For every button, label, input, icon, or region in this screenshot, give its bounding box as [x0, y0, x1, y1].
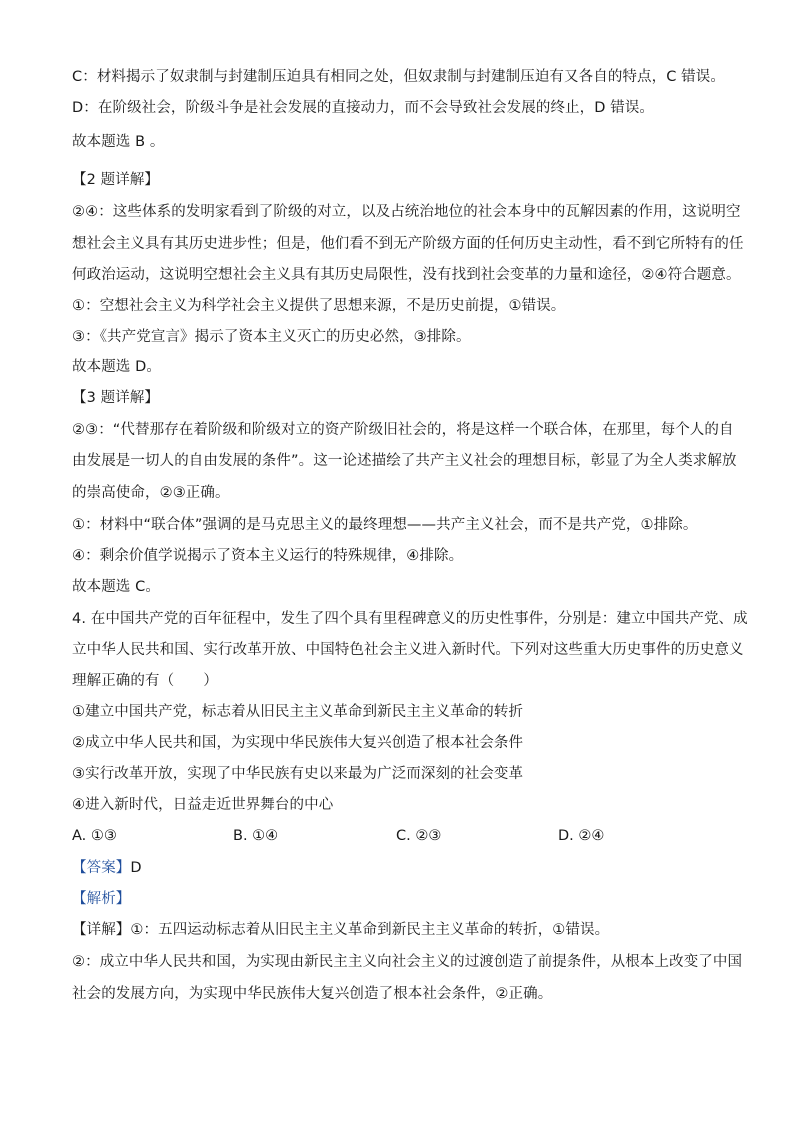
text-line-q2-3: 何政治运动，这说明空想社会主义具有其历史局限性，没有找到社会变革的力量和途径，②④符合题意。 [72, 267, 741, 283]
question-4-line-2: 立中华人民共和国、实行改革开放、中国特色社会主义进入新时代。下列对这些重大历史事件的历史意义 [72, 642, 744, 658]
text-line-q3-1: ②③：“代替那存在着阶级和阶级对立的资产阶级旧社会的，将是这样一个联合体，在那里，每个人的自 [72, 422, 734, 438]
text-line-q2-4: ①：空想社会主义为科学社会主义提供了思想来源，不是历史前提，①错误。 [72, 298, 566, 314]
detail-line-3: 社会的发展方向，为实现中华民族伟大复兴创造了根本社会条件，②正确。 [72, 986, 553, 1002]
statement-1: ①建立中国共产党，标志着从旧民主主义革命到新民主主义革命的转折 [72, 704, 524, 720]
option-c: C. ②③ [396, 828, 442, 844]
q3-detail-header: 【3 题详解】 [72, 390, 160, 406]
answer-tag: 【答案】 [72, 860, 131, 876]
option-a: A. ①③ [72, 828, 117, 844]
text-line-answer-b: 故本题选 B 。 [72, 134, 165, 150]
statement-3: ③实行改革开放，实现了中华民族有史以来最为广泛而深刻的社会变革 [72, 766, 524, 782]
analysis-tag: 【解析】 [72, 891, 131, 907]
q2-detail-header: 【2 题详解】 [72, 172, 160, 188]
text-line-d-explanation: D：在阶级社会，阶级斗争是社会发展的直接动力，而不会导致社会发展的终止，D 错误。 [72, 100, 655, 116]
text-line-answer-c: 故本题选 C。 [72, 579, 160, 595]
detail-tag: 【详解】 [72, 922, 131, 938]
question-4-line-1: 4. 在中国共产党的百年征程中，发生了四个具有里程碑意义的历史性事件，分别是：建立中国共产党、成 [72, 611, 748, 627]
text-line-q3-3: 的崇高使命，②③正确。 [72, 485, 230, 501]
answer-line [72, 858, 732, 878]
text-line-q3-5: ④：剩余价值学说揭示了资本主义运行的特殊规律，④排除。 [72, 548, 464, 564]
statement-2: ②成立中华人民共和国，为实现中华民族伟大复兴创造了根本社会条件 [72, 735, 524, 751]
option-b: B. ①④ [233, 828, 279, 844]
detail-text-1: ①：五四运动标志着从旧民主主义革命到新民主主义革命的转折，①错误。 [130, 922, 610, 938]
detail-line-2: ②：成立中华人民共和国，为实现由新民主主义向社会主义的过渡创造了前提条件，从根本上改变了中国 [72, 954, 743, 970]
detail-line-1 [72, 920, 732, 940]
question-4-line-3: 理解正确的有（ ） [72, 673, 218, 689]
text-line-q2-5: ③：《共产党宣言》揭示了资本主义灭亡的历史必然，③排除。 [72, 329, 471, 345]
text-line-q2-1: ②④：这些体系的发明家看到了阶级的对立，以及占统治地位的社会本身中的瓦解因素的作用，这说明空 [72, 204, 741, 220]
text-line-c-explanation: C：材料揭示了奴隶制与封建制压迫具有相同之处，但奴隶制与封建制压迫有又各自的特点，C 错误。 [72, 69, 725, 85]
text-line-answer-d: 故本题选 D。 [72, 359, 161, 375]
text-line-q3-2: 由发展是一切人的自由发展的条件”。这一论述描绘了共产主义社会的理想目标，彰显了为全人类求解放 [72, 453, 737, 469]
statement-4: ④进入新时代，日益走近世界舞台的中心 [72, 797, 334, 813]
text-line-q2-2: 想社会主义具有其历史进步性；但是，他们看不到无产阶级方面的任何历史主动性，看不到它所特有的任 [72, 236, 744, 252]
option-d: D. ②④ [558, 828, 605, 844]
answer-value: D [130, 860, 142, 876]
text-line-q3-4: ①：材料中“联合体”强调的是马克思主义的最终理想——共产主义社会，而不是共产党，①排除。 [72, 517, 698, 533]
